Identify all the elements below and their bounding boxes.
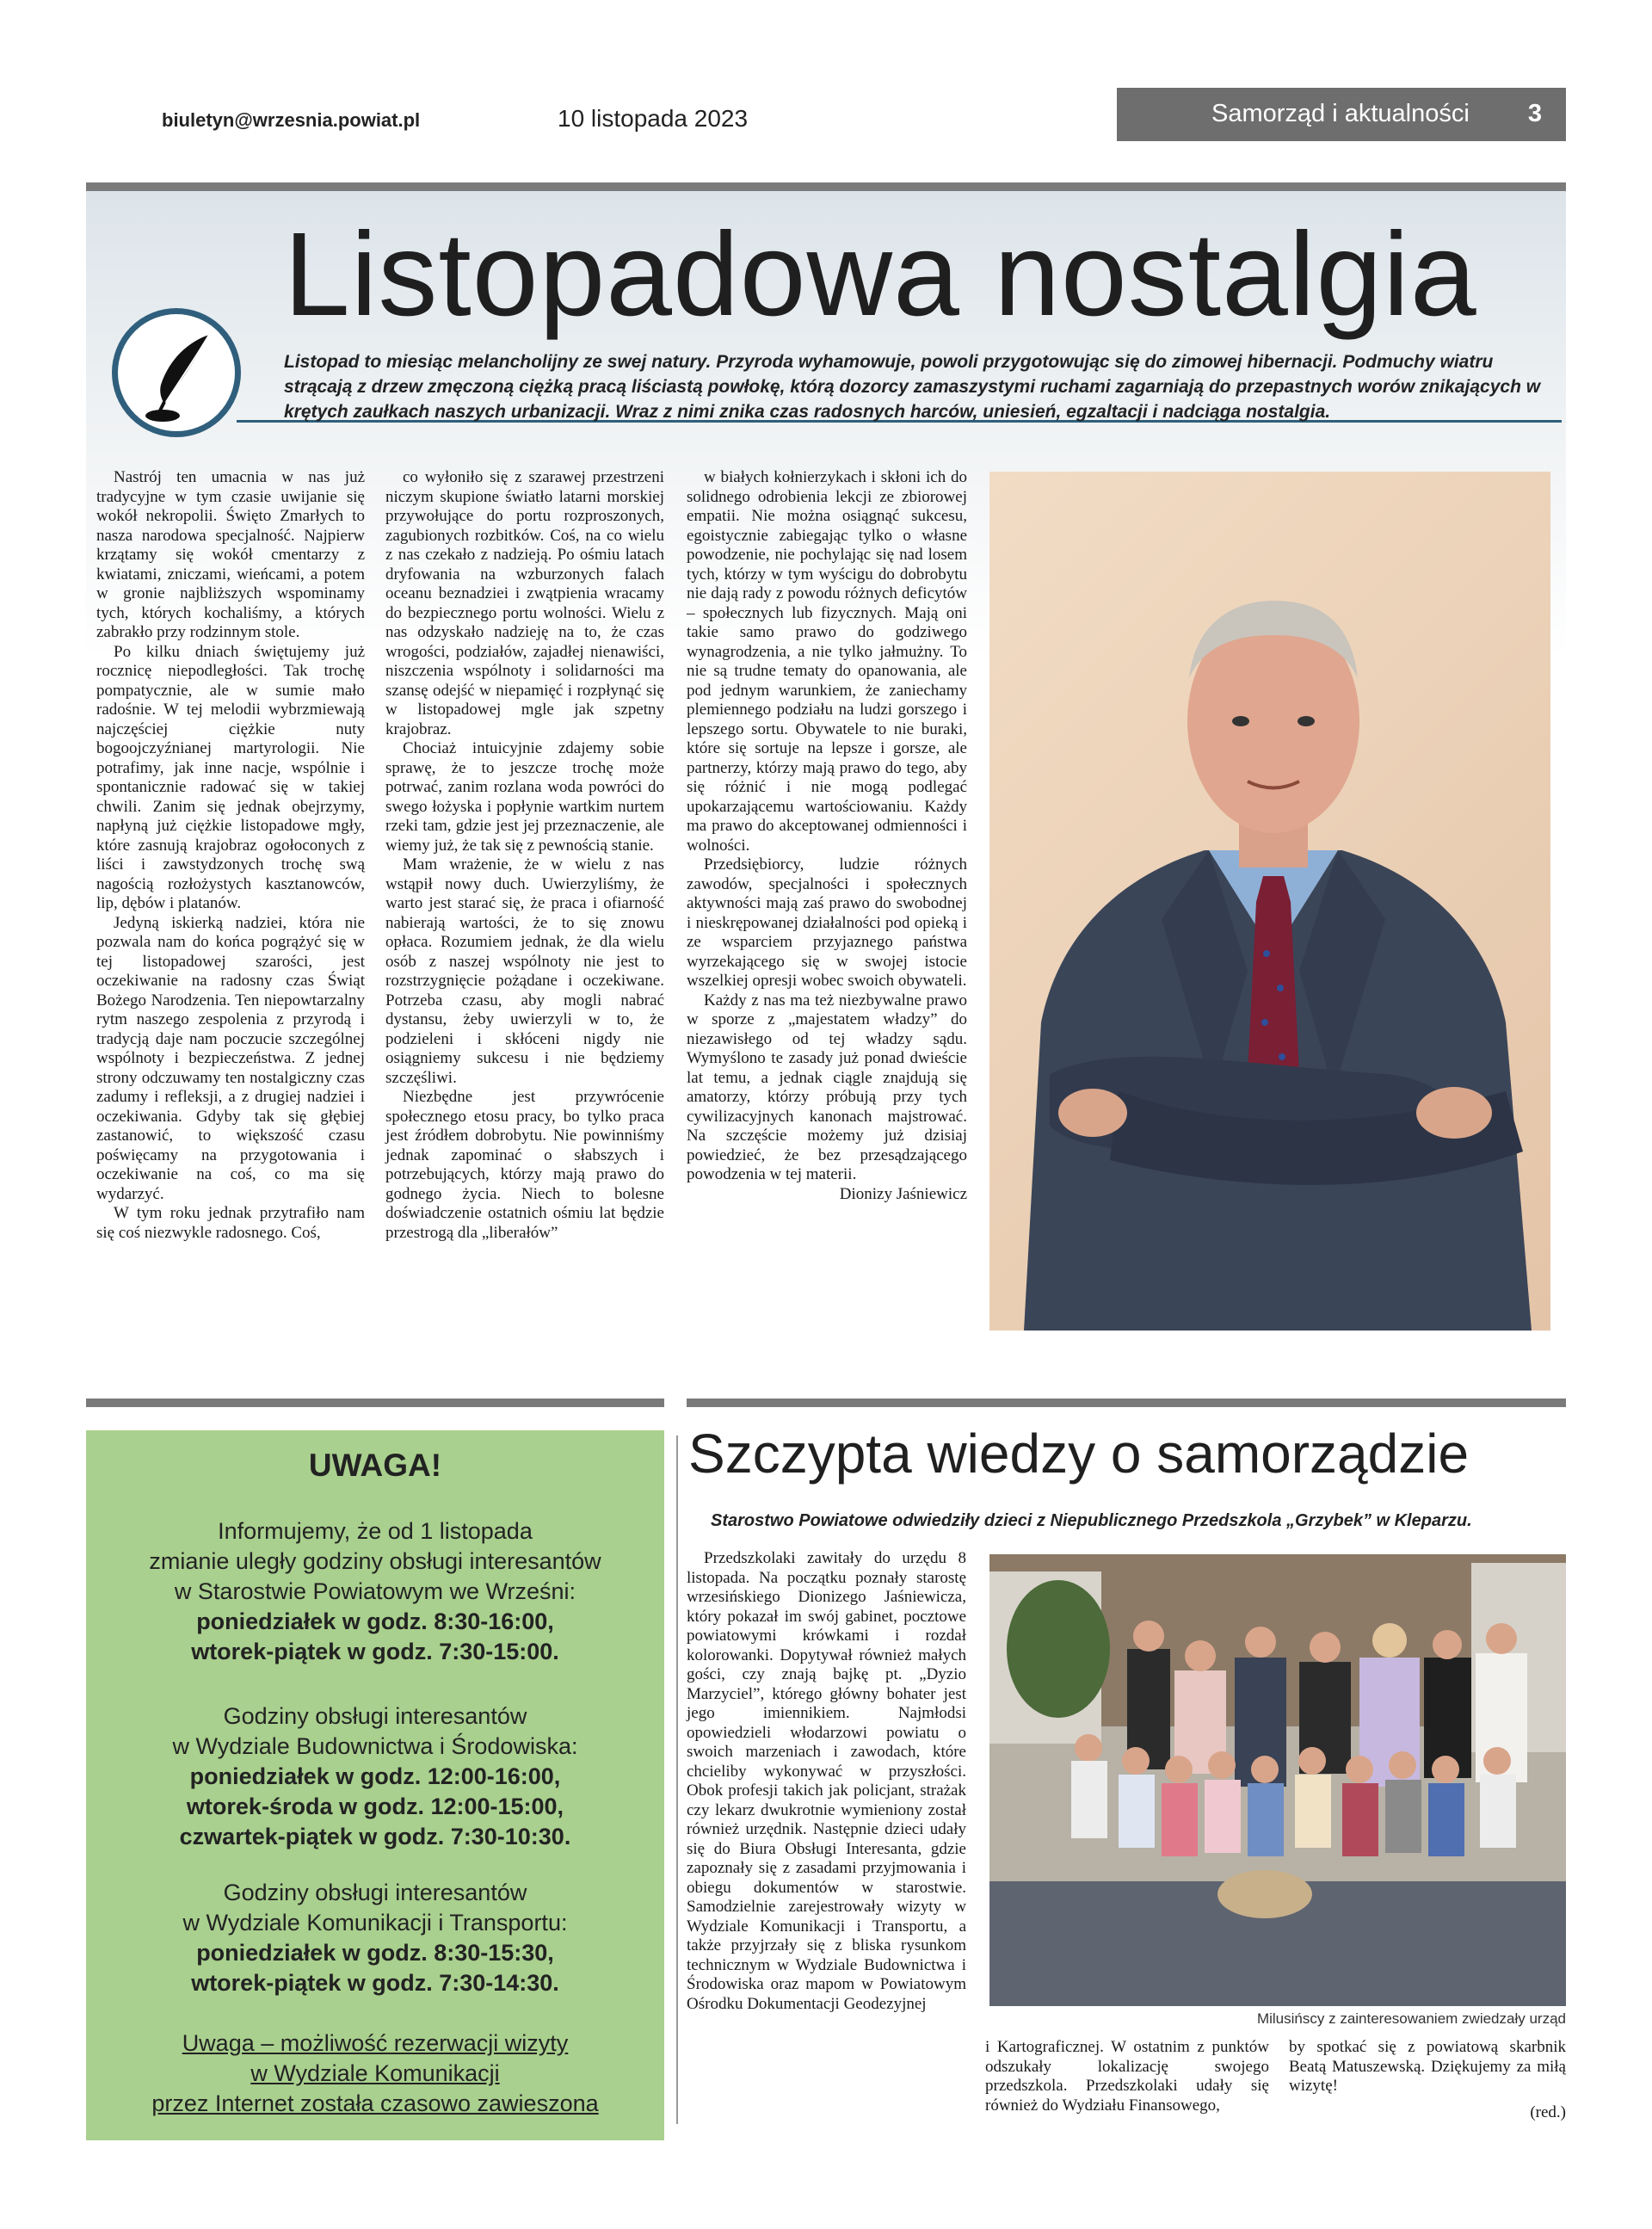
column-divider [676,1436,678,2124]
article-column-2 [385,468,664,1243]
notice-line: w Wydziale Budownictwa i Środowiska: [172,1733,578,1759]
notice-hours: wtorek-piątek w godz. 7:30-14:30. [191,1970,559,1996]
section-rule-left [86,1399,664,1407]
paragraph: Przedsiębiorcy, ludzie różnych zawodów, specjalności i społecznych aktywności mają zaś prawo do swobodnej i nieskrępowanej działalności pod opieką i ze wsparciem przyjaznego państwa wyrzekającego się w swojej istocie wszelkiej opresji wobec swoich obywateli. [687,855,967,990]
notice-line: Godziny obsługi interesantów [223,1703,527,1729]
notice-hours: poniedziałek w godz. 8:30-15:30, [196,1940,554,1966]
photo-caption: Milusińscy z zainteresowaniem zwiedzały urząd [1256,2010,1566,2027]
notice-line: Uwaga – możliwość rezerwacji wizyty [182,2030,569,2056]
paragraph: Przedszkolaki zawitały do urzędu 8 listopada. Na początku poznały starostę wrzesińskiego Dionizego Jaśniewicza, który pokazał im swój gabinet, pocztowe powiatowymi krówkami i rozdał kolorowanki. Dopytywał również małych gości, czy znają bajkę pt. „Dyzio Marzyciel”, którego główny bohater jest jego imiennikiem. Najmłodsi opowiedzieli włodarzowi powiatu o swoich marzeniach i zawodach, które chcieliby wykonywać w przyszłości. Obok profesji takich jak policjant, strażak czy lekarz dwukrotnie wymieniony został również urzędnik. Następnie dzieci udały się do Biura Obsługi Interesanta, gdzie zapoznały się z zasadami przyjmowania i obiegu dokumentów w starostwie. Samodzielnie zarejestrowały wizyty w Wydziale Komunikacji i Transportu, a także przyjrzały się z bliska rysunkom technicznym w Wydziale Budownictwa i Środowiska oraz mapom w Powiatowym Ośrodku Dokumentacji Geodezyjnej [687,1549,966,2013]
article-column-3 [687,468,967,1204]
header-email[interactable]: biuletyn@wrzesnia.powiat.pl [162,109,421,131]
article2-credit: (red.) [1530,2103,1566,2121]
notice-block-construction [86,1701,664,1852]
paragraph: by spotkać się z powiatową skarbnik Beatą Matuszewską. Dziękujemy za miłą wizytę! [1289,2038,1566,2095]
group-photo [989,1554,1566,2006]
article2-lead: Starostwo Powiatowe odwiedziły dzieci z Niepublicznego Przedszkola „Grzybek” w Kleparzu. [711,1511,1472,1530]
portrait-photo [989,472,1550,1331]
notice-line: w Starostwie Powiatowym we Wrześni: [174,1578,576,1604]
article2-title: Szczypta wiedzy o samorządzie [688,1423,1470,1485]
section-bar [1117,88,1566,141]
article-lead: Listopad to miesiąc melancholijny ze swej natury. Przyroda wyhamowuje, powoli przygotowując się do zimowej hibernacji. Podmuchy wiatru strącają z drzew zmęczoną ciężką pracą liściastą powłokę, którą dozorcy zamaszystymi ruchami zagarniają do przepastnych worów znikających w krętych zaułkach naszych urbanizacji. Wraz z nimi znika czas radosnych harców, uniesień, egzaltacji i nadciąga nostalgia. [284,352,1541,422]
notice-hours: wtorek-środa w godz. 12:00-15:00, [186,1794,564,1819]
notice-line: zmianie uległy godziny obsługi interesantów [149,1548,601,1574]
notice-line: Godziny obsługi interesantów [223,1880,527,1905]
notice-line: w Wydziale Komunikacji [250,2060,500,2086]
paragraph: Po kilku dniach świętujemy już rocznicę niepodległości. Tak trochę pompatycznie, ale w sumie mało radośnie. W tej melodii wybrzmiewają najczęściej ciężkie nuty bogoojczyźnianej martyrologii. Nie potrafimy, jak inne nacje, wspólnie i spontanicznie radować się w takiej chwili. Zanim się jednak obejrzymy, napłyną już ciężkie listopadowe mgły, które zasnują krajobraz ogołoconych z liści i zawstydzonych trochę swą nagością rozłożystych kasztanowców, lip, dębów i platanów. [96,642,365,912]
notice-hours: poniedziałek w godz. 12:00-16:00, [189,1763,561,1789]
notice-reservation-warning[interactable] [86,2028,664,2119]
paragraph: Chociaż intuicyjnie zdajemy sobie sprawę, że to jeszcze trochę może potrwać, zanim rozlana woda powróci do swego łożyska i popłynie wartkim nurtem rzeki tam, gdzie jest jej przeznaczenie, ale wiemy już, że tak się z pewnością stanie. [385,739,664,855]
article2-column-2 [985,2038,1269,2115]
article2-column-3 [1289,2038,1566,2096]
section-rule-right [687,1399,1566,1407]
paragraph: Niezbędne jest przywrócenie społecznego etosu pracy, bo tylko praca jest źródłem dobrobytu. Nie powinniśmy jednak zapominać o słabszych i potrzebujących, którzy mają prawo do godnego życia. Niech to bolesne doświadczenie ostatnich ośmiu lat będzie przestrogą dla „liberałów” [385,1088,664,1242]
notice-box [86,1430,664,2140]
quill-icon [112,308,241,437]
notice-hours: wtorek-piątek w godz. 7:30-15:00. [191,1639,559,1664]
paragraph: w białych kołnierzykach i skłoni ich do solidnego odrobienia lekcji ze zbiorowej empatii. Nie można osiągnąć sukcesu, egoistycznie zabiegając tylko o własne powodzenie, nie pochylając się nad losem tych, którzy w tym wyścigu do dobrobytu nie dają rady z powodu różnych deficytów – społecznych lub fizycznych. Mają oni takie samo prawo do godziwego wynagrodzenia, a nie tylko jałmużny. To nie są trudne tematy do opanowania, ale pod jednym warunkiem, że zaniechamy plemiennego podziału na ludzi gorszego i lepszego sortu. Obywatele to nie buraki, które się sortuje na lepsze i gorsze, ale partnerzy, którzy mają prawo do tego, aby się różnić i nie mogą podlegać upokarzającemu wartościowaniu. Każdy ma prawo do akceptowanej odmienności i wolności. [687,468,967,855]
section-name: Samorząd i aktualności [1211,100,1470,127]
notice-hours: poniedziałek w godz. 8:30-16:00, [196,1608,554,1634]
notice-title: UWAGA! [308,1448,442,1483]
article-title: Listopadowa nostalgia [284,208,1477,341]
paragraph: Nastrój ten umacnia w nas już tradycyjne w tym czasie uwijanie się wokół nekropolii. Święto Zmarłych to nasza narodowa specjalność. Najpierw krzątamy się wokół cmentarzy z kwiatami, zniczami, wieńcami, a potem w gronie najbliższych wspominamy tych, których kochaliśmy, a których zabrakło przy rodzinnym stole. [96,468,365,641]
top-rule [86,182,1566,191]
header-date: 10 listopada 2023 [558,105,749,132]
paragraph: Jedyną iskierką nadziei, która nie pozwala nam do końca pogrążyć się w tej listopadowej szarości, jest oczekiwanie na radosny czas Świąt Bożego Narodzenia. Ten niepowtarzalny rytm naszego zespolenia z przyrodą i tradycją daje nam poczucie szczególnej wspólnoty i bezpieczeństwa. Z jednej strony odczuwamy ten nostalgiczny czas zadumy i refleksji, a z drugiej nadziei i oczekiwania. Gdyby tak się głębiej zastanowić, to większość czasu poświęcamy na przygotowania i oczekiwanie na coś, co ma się wydarzyć. [96,913,365,1203]
author-signature: Dionizy Jaśniewicz [839,1184,967,1203]
notice-block-general [86,1516,664,1667]
article2-column-1 [687,1549,966,2014]
paragraph: Każdy z nas ma też niezbywalne prawo w sporze z „majestatem władzy” do niezawisłego od tej władzy sądu. Wymyślono te zasady już ponad dwieście lat temu, a jednak ciągle znajdują się amatorzy, którzy próbują przy tych cywilizacyjnych kanonach majstrować. Na szczęście możemy już dzisiaj powiedzieć, że bez przesądzającego powodzenia w tej materii. [687,991,967,1183]
paragraph: co wyłoniło się z szarawej przestrzeni niczym skupione światło latarni morskiej przywołujące do portu rozproszonych, zagubionych rozbitków. Coś, na co wielu z nas czekało z nadzieją. Po ośmiu latach dryfowania na wzburzonych falach oceanu beznadziei i zwątpienia wracamy do bezpiecznego portu wolności. Wielu z nas odzyskało nadzieję na to, że czas wrogości, podziałów, zajadłej nienawiści, niszczenia wspólnoty i solidarności ma szansę odejść w niepamięć i rozpłynąć się w listopadowej mgle jak szpetny krajobraz. [385,468,664,738]
notice-hours: czwartek-piątek w godz. 7:30-10:30. [179,1824,571,1849]
notice-line: Informujemy, że od 1 listopada [218,1518,533,1544]
notice-line: w Wydziale Komunikacji i Transportu: [182,1910,568,1936]
paragraph: W tym roku jednak przytrafiło nam się coś niezwykle radosnego. Coś, [96,1204,365,1242]
article-column-1 [96,468,365,1243]
notice-line: przez Internet została czasowo zawieszona [151,2090,599,2116]
page-number: 3 [1527,100,1542,127]
paragraph: i Kartograficznej. W ostatnim z punktów odszukały lokalizację swojego przedszkola. Przedszkolaki udały się również do Wydziału Finansowego, [985,2038,1269,2115]
notice-block-transport [86,1878,664,1998]
paragraph: Mam wrażenie, że w wielu z nas wstąpił nowy duch. Uwierzyliśmy, że warto jest starać się, że praca i ofiarność nabierają wartości, że to się znowu opłaca. Rozumiem jednak, że dla wielu osób z naszej wspólnoty nie jest to rozstrzygnięcie pożądane i oczekiwane. Potrzeba czasu, aby mogli nabrać dystansu, żeby uwierzyli w to, że podzieleni i skłóceni nigdy nie osiągniemy sukcesu i nie będziemy szczęśliwi. [385,855,664,1087]
